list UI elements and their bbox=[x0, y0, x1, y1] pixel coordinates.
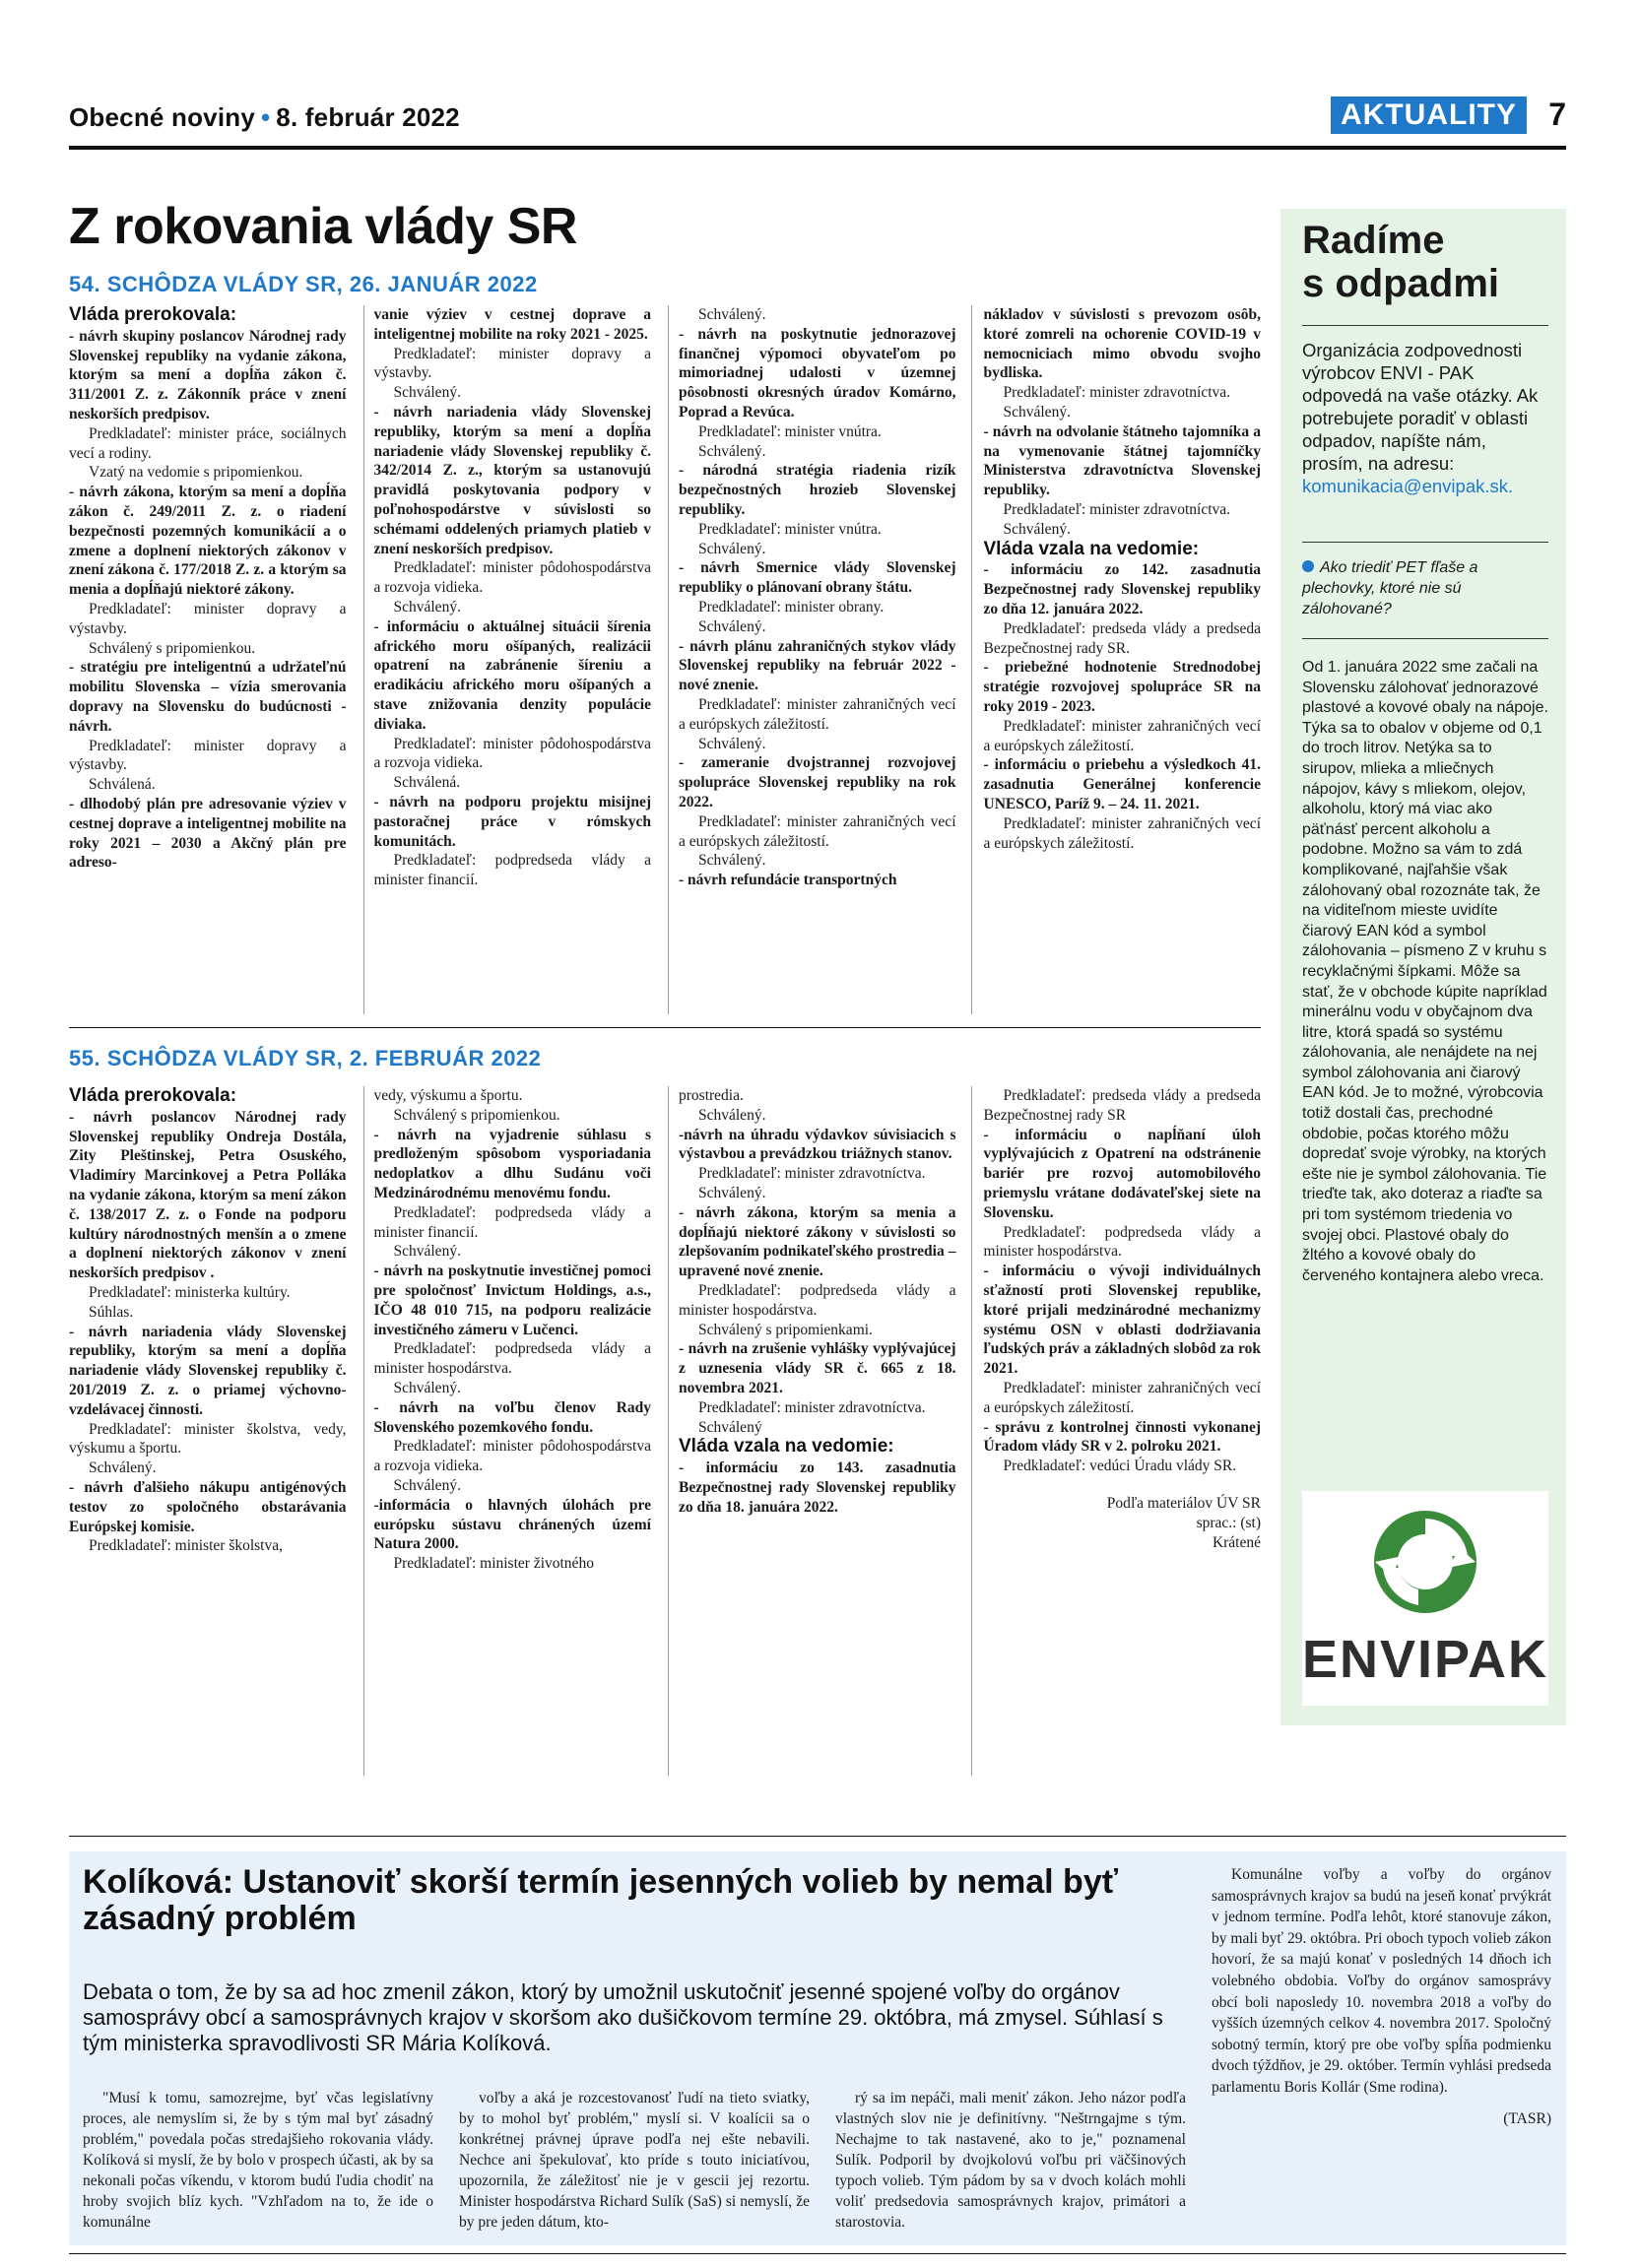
text-column bbox=[69, 1086, 347, 1574]
agenda-note: Schválený. bbox=[698, 617, 766, 635]
text-column bbox=[984, 305, 1262, 890]
text-column bbox=[374, 1086, 652, 1574]
agenda-note: Schválený. bbox=[698, 306, 766, 323]
agenda-note: Schválený s pripomienkami. bbox=[698, 1321, 873, 1338]
bullet-icon bbox=[1302, 560, 1314, 572]
agenda-note: Schválený. bbox=[393, 384, 461, 402]
sidebar-rule bbox=[1302, 542, 1548, 543]
bottom-column bbox=[83, 2088, 433, 2233]
agenda-item: - zameranie dvojstrannej rozvojovej spolupráce Slovenskej republiky na rok 2022. bbox=[679, 754, 956, 810]
issue-line bbox=[69, 102, 460, 133]
agenda-note: Predkladateľ: podpredseda vlády a minister hospodárstva. bbox=[373, 1340, 651, 1378]
agenda-note: Predkladateľ: minister školstva, vedy, výskumu a športu. bbox=[69, 1420, 347, 1458]
paragraph: Komunálne voľby a voľby do orgánov samosprávnych krajov sa budú na jeseň konať prvýkrát v jednom termíne. Podľa lehôt, ktoré stanovuje zákon, by mali byť 29. októbra. Pri oboch typoch volieb zákon hovorí, že sa majú konať v posledných 14 dňoch ich volebného obdobia. Voľby do orgánov samosprávy obcí boli naposledy 10. novembra 2018 a voľby do vyšších územných celkov 4. novembra 2017. Spoločný sobotný termín, ktorý pre obe voľby spĺňa podmienku dvoch týždňov, je 29. október. Termín vyhlási predseda parlamentu Boris Kollár (Sme rodina). bbox=[1212, 1866, 1551, 2096]
agenda-note: Predkladateľ: minister dopravy a výstavby. bbox=[373, 345, 651, 382]
agenda-note: Schválený. bbox=[698, 852, 766, 870]
meeting-54-title: 54. SCHÔDZA VLÁDY SR, 26. JANUÁR 2022 bbox=[69, 272, 538, 296]
agenda-note: Schválený. bbox=[393, 598, 461, 616]
sidebar-title-line1: Radíme bbox=[1302, 219, 1445, 262]
sidebar-rule bbox=[1302, 638, 1548, 639]
agenda-text: prostredia. bbox=[679, 1087, 744, 1104]
agenda-item: - návrh ďalšieho nákupu antigénových testov zo spoločného obstarávania Európskej komisie. bbox=[69, 1478, 347, 1535]
envipak-logo bbox=[1302, 1491, 1548, 1706]
bottom-column bbox=[459, 2088, 810, 2233]
page-header bbox=[69, 97, 1566, 150]
agenda-item: - návrh zákona, ktorým sa menia a dopĺňajú niektoré zákony v súvislosti so zlepšovaním podnikateľského prostredia – upravené nové znenie. bbox=[679, 1203, 956, 1280]
bottom-article-columns bbox=[83, 2088, 1186, 2233]
text-column bbox=[69, 305, 347, 890]
agenda-note: Vzatý na vedomie s pripomienkou. bbox=[89, 464, 303, 482]
agency-credit: (TASR) bbox=[1503, 2109, 1551, 2127]
agenda-note: Predkladateľ: minister zdravotníctva. bbox=[698, 1165, 926, 1183]
agenda-item: - dlhodobý plán pre adresovanie výziev v cestnej doprave a inteligentnej mobilite na roky 2021 – 2030 a Akčný plán pre adreso- bbox=[69, 795, 347, 872]
agenda-note: Predkladateľ: podpredseda vlády a minister hospodárstva. bbox=[983, 1223, 1261, 1261]
paragraph: "Musí k tomu, samozrejme, byť včas legislatívny proces, ale nemyslím si, že by s tým mal byť zásadný problém," povedala počas stredajšieho rokovania vlády. Kolíková si myslí, že by bolo v prospech účasti, ak by sa nekonali počas víkendu, v ktorom budú ľudia chodiť na hroby svojich blíz kych. "Vzhľadom na to, že ide o komunálne bbox=[83, 2090, 433, 2231]
subheading: Vláda vzala na vedomie: bbox=[983, 538, 1200, 559]
agenda-note: Predkladateľ: minister vnútra. bbox=[698, 422, 882, 440]
agenda-note: Predkladateľ: minister zahraničných vecí a európskych záležitostí. bbox=[983, 1379, 1261, 1416]
paragraph: voľby a aká je rozcestovanosť ľudí na tieto sviatky, by to mohol byť problém," myslí si. V koalícii sa o konkrétnej právnej úprave podľa nej ešte nebavili. Nechce ani špekulovať, kto príde s touto iniciatívou, upozornila, že záležitosť nie je v gescii jej rezortu. Minister hospodárstva Richard Sulík (SaS) si nemyslí, že by pre jeden dátum, kto- bbox=[459, 2090, 810, 2231]
agenda-note: Predkladateľ: minister pôdohospodárstva a rozvoja vidieka. bbox=[373, 559, 651, 597]
sidebar-intro bbox=[1302, 339, 1548, 497]
bottom-right-column bbox=[1212, 1864, 1551, 2129]
agenda-item: - informáciu o napĺňaní úloh vyplývajúcich z Opatrení na odstránenie bariér pre rozvoj automobilového priemyslu vrátane dodávateľskej siete na Slovensku. bbox=[983, 1126, 1261, 1221]
agenda-note: Predkladateľ: minister zdravotníctva. bbox=[1003, 384, 1231, 402]
advice-sidebar bbox=[1280, 209, 1566, 1725]
source-credit: Podľa materiálov ÚV SR bbox=[1106, 1494, 1261, 1512]
source-credit: Krátené bbox=[1212, 1533, 1261, 1551]
agenda-item: - informáciu o aktuálnej situácii šírenia afrického moru ošípaných, realizácii opatrení na zabránenie šíreniu a eradikáciu afrického moru ošípaných a stave znižovania denzity populácie diviaka. bbox=[373, 617, 651, 733]
agenda-item: - návrh na vyjadrenie súhlasu s predloženým spôsobom vysporiadania nedoplatkov a dlhu Sudánu voči Medzinárodnému menovému fondu. bbox=[373, 1126, 651, 1201]
agenda-note: Schválená. bbox=[89, 776, 156, 794]
column-rule bbox=[668, 305, 669, 1014]
meeting-divider bbox=[69, 1027, 1261, 1028]
agenda-item: vanie výziev v cestnej doprave a inteligentnej mobilite na roky 2021 - 2025. bbox=[373, 306, 651, 343]
sidebar-answer: Od 1. januára 2022 sme začali na Slovensku zálohovať jednorazové plastové a kovové obaly na nápoje. Týka sa to obalov v objeme od 0,1 do troch litrov. Netýka sa to sirupov, mlieka a mliečnych nápojov, kávy s mliekom, olejov, alkoholu, ktorý má viac ako päťnásť percent alkoholu a podobne. Možno sa vám to zdá komplikované, najľahšie však zálohovaný obal rozoznáte tak, že na viditeľnom mieste uvidíte čiarový EAN kód a symbol zálohovania – písmeno Z v kruhu s recyklačnými šípkami. Môže sa stať, že v obchode kúpite napríklad minerálnu vodu v obyčajnom dva litre, ktorá spadá so systému zálohovania, ale nenájdete na nej symbol zálohovania ani čiarový EAN kód. Je to možné, výrobcovia totiž dostali čas, prechodné obdobie, počas ktorého môžu dopredať svoje výrobky, na ktorých ešte nie je symbol zálohovania. Tie trieďte tak, ako doteraz a riaďte sa pri tom systémom triedenia vo svojej obci. Plastové obaly do žltého a kovové obaly do červeného kontajnera alebo vreca. bbox=[1302, 659, 1548, 1284]
agenda-item: - návrh Smernice vlády Slovenskej republiky o plánovaní obrany štátu. bbox=[679, 559, 956, 597]
newspaper-name: Obecné noviny bbox=[69, 102, 255, 132]
agenda-item: - informáciu o vývoji individuálnych sťažností proti Slovenskej republike, ktoré prijali medzinárodné mechanizmy systému OSN v oblasti dodržiavania ľudských práv a základných slobôd za rok 2021. bbox=[983, 1263, 1261, 1378]
bottom-article-lead: Debata o tom, že by sa ad hoc zmenil zákon, ktorý by umožnil uskutočniť jesenné spojené voľby do orgánov samosprávy obcí a samosprávnych krajov v skoršom ako dušičkovom termíne 29. októbra, má zmysel. Súhlasí s tým ministerka spravodlivosti SR Mária Kolíková. bbox=[83, 1979, 1163, 2055]
agenda-note: Predkladateľ: minister zdravotníctva. bbox=[698, 1398, 926, 1416]
agenda-note: Predkladateľ: podpredseda vlády a minister hospodárstva. bbox=[679, 1281, 956, 1319]
sidebar-email-link[interactable]: komunikacia@envipak.sk. bbox=[1302, 476, 1514, 496]
agenda-note: Schválený. bbox=[393, 1476, 461, 1494]
agenda-item: - návrh zákona, ktorým sa mení a dopĺňa zákon č. 249/2011 Z. z. o riadení bezpečnosti pozemných komunikácií a o zmene a doplnení niektorých zákonov v znení zákona č. 177/2018 Z. z. a ktorým sa menia a dopĺňajú niektoré zákony. bbox=[69, 484, 347, 599]
question-text: Ako triediť PET fľaše a plechovky, ktoré nie sú zálohované? bbox=[1302, 559, 1478, 617]
agenda-item: -informácia o hlavných úlohách pre európsku sústavu chránených území Natura 2000. bbox=[373, 1496, 651, 1553]
agenda-item: -návrh na úhradu výdavkov súvisiacich s výstavbou a prevádzkou triážnych stanov. bbox=[679, 1126, 956, 1163]
agenda-item: - návrh refundácie transportných bbox=[679, 872, 897, 889]
paragraph: rý sa im nepáči, mali meniť zákon. Jeho názor podľa vlastných slov nie je definitívny. "Neštrngajme s tým. Nechajme to tak nastavené, ako to je," poznamenal Sulík. Podporil by dvojkolovú voľbu pri väčšinových typoch volieb. Tým pádom by sa v dvoch kolách mohli voliť predsedovia samosprávnych krajov, primátori a starostovia. bbox=[835, 2090, 1186, 2231]
agenda-note: Predkladateľ: predseda vlády a predseda Bezpečnostnej rady SR bbox=[983, 1087, 1261, 1124]
agenda-item: - návrh na voľbu členov Rady Slovenského pozemkového fondu. bbox=[373, 1398, 651, 1436]
column-rule bbox=[363, 305, 364, 1014]
agenda-note: Schválený. bbox=[1003, 403, 1071, 421]
bottom-article-title: Kolíková: Ustanoviť skorší termín jesenných volieb by nemal byť zásadný problém bbox=[83, 1863, 1119, 1937]
agenda-item: - informáciu o priebehu a výsledkoch 41. zasadnutia Generálnej konferencie UNESCO, Paríž 9. – 24. 11. 2021. bbox=[983, 756, 1261, 812]
agenda-note: Schválený. bbox=[393, 1243, 461, 1261]
agenda-note: Predkladateľ: minister životného bbox=[393, 1555, 594, 1573]
meeting-55-title: 55. SCHÔDZA VLÁDY SR, 2. FEBRUÁR 2022 bbox=[69, 1046, 542, 1070]
sidebar-title bbox=[1302, 219, 1499, 305]
header-rule bbox=[69, 146, 1566, 150]
agenda-note: Schválený s pripomienkou. bbox=[89, 639, 256, 657]
sidebar-intro-text: Organizácia zodpovednosti výrobcov ENVI - PAK odpovedá na vaše otázky. Ak potrebujete poradiť v oblasti odpadov, napíšte nám, prosím, na adresu: bbox=[1302, 340, 1539, 474]
meeting-54-columns bbox=[69, 305, 1261, 890]
agenda-text: vedy, výskumu a športu. bbox=[373, 1087, 523, 1104]
agenda-note: Schválený. bbox=[698, 735, 766, 752]
agenda-item: - stratégiu pre inteligentnú a udržateľnú mobilitu Slovenska – vízia smerovania dopravy na Slovensku do budúcnosti - návrh. bbox=[69, 659, 347, 735]
agenda-note: Schválený. bbox=[393, 1379, 461, 1396]
agenda-item: - návrh skupiny poslancov Národnej rady Slovenskej republiky na vydanie zákona, ktorým sa mení a dopĺňa zákon č. 311/2001 Z. z. Zákonník práce v znení neskorších predpisov. bbox=[69, 327, 347, 422]
text-column bbox=[984, 1086, 1262, 1574]
agenda-note: Predkladateľ: minister vnútra. bbox=[698, 520, 882, 538]
agenda-note: Predkladateľ: predseda vlády a predseda Bezpečnostnej rady SR. bbox=[983, 619, 1261, 657]
agenda-note: Schválený bbox=[698, 1418, 762, 1436]
agenda-note: Súhlas. bbox=[89, 1303, 134, 1321]
text-column bbox=[679, 1086, 956, 1574]
sidebar-title-line2: s odpadmi bbox=[1302, 262, 1500, 305]
agenda-note: Schválený. bbox=[698, 1184, 766, 1201]
bottom-top-rule bbox=[69, 1836, 1566, 1837]
column-rule bbox=[971, 305, 972, 1014]
column-rule bbox=[363, 1086, 364, 1776]
agenda-item: - návrh plánu zahraničných stykov vlády Slovenskej republiky na február 2022 - nové znenie. bbox=[679, 637, 956, 694]
agenda-note: Predkladateľ: minister práce, sociálnych vecí a rodiny. bbox=[69, 424, 347, 462]
agenda-note: Predkladateľ: minister dopravy a výstavby. bbox=[69, 737, 347, 774]
agenda-item: - návrh na poskytnutie investičnej pomoci pre spoločnosť Invictum Holdings, a.s., IČO 48 010 715, na podporu realizácie investičného zámeru v Lučenci. bbox=[373, 1263, 651, 1338]
agenda-note: Predkladateľ: minister školstva, bbox=[89, 1537, 283, 1555]
agenda-note: Predkladateľ: podpredseda vlády a minister financií. bbox=[373, 1203, 651, 1241]
agenda-note: Predkladateľ: minister zahraničných vecí a európskych záležitostí. bbox=[679, 695, 956, 733]
agenda-item: - návrh na podporu projektu misijnej pastoračnej práce v rómskych komunitách. bbox=[373, 793, 651, 850]
agenda-note: Predkladateľ: minister zdravotníctva. bbox=[1003, 500, 1231, 518]
bottom-rule bbox=[69, 2253, 1566, 2254]
page-number: 7 bbox=[1548, 97, 1566, 132]
issue-date: 8. február 2022 bbox=[276, 102, 460, 132]
subheading: Vláda vzala na vedomie: bbox=[679, 1436, 894, 1458]
text-column bbox=[374, 305, 652, 890]
meeting-55-columns bbox=[69, 1086, 1261, 1574]
separator-dot: • bbox=[260, 102, 271, 132]
agenda-item: - správu z kontrolnej činnosti vykonanej Úradom vlády SR v 2. polroku 2021. bbox=[983, 1418, 1261, 1456]
agenda-note: Predkladateľ: minister dopravy a výstavby. bbox=[69, 600, 347, 637]
agenda-note: Predkladateľ: minister obrany. bbox=[698, 598, 885, 616]
logo-wordmark: ENVIPAK bbox=[1302, 1630, 1549, 1689]
agenda-note: Predkladateľ: podpredseda vlády a minister financií. bbox=[373, 852, 651, 889]
agenda-note: Schválený s pripomienkou. bbox=[393, 1106, 560, 1124]
sidebar-question bbox=[1302, 557, 1548, 619]
agenda-item: - návrh na zrušenie vyhlášky vyplývajúcej z uznesenia vlády SR č. 665 z 18. novembra 2021. bbox=[679, 1340, 956, 1396]
column-rule bbox=[971, 1086, 972, 1776]
agenda-note: Predkladateľ: ministerka kultúry. bbox=[89, 1283, 291, 1301]
agenda-note: Predkladateľ: minister pôdohospodárstva a rozvoja vidieka. bbox=[373, 735, 651, 772]
bottom-column bbox=[835, 2088, 1186, 2233]
agenda-note: Schválený. bbox=[89, 1459, 157, 1477]
agenda-note: Schválený. bbox=[698, 1106, 766, 1124]
agenda-note: Schválená. bbox=[393, 774, 461, 792]
agenda-item: nákladov v súvislosti s prevozom osôb, ktoré zomreli na ochorenie COVID-19 v nemocniciach mimo obvodu svojho bydliska. bbox=[983, 306, 1261, 382]
subheading: Vláda prerokovala: bbox=[69, 1085, 237, 1106]
agenda-item: - informáciu zo 142. zasadnutia Bezpečnostnej rady Slovenskej republiky zo dňa 12. januára 2022. bbox=[983, 561, 1261, 617]
agenda-item: - priebežné hodnotenie Strednodobej stratégie rozvojovej spolupráce SR na roky 2019 - 2023. bbox=[983, 659, 1261, 715]
text-column bbox=[679, 305, 956, 890]
source-credit: sprac.: (st) bbox=[1196, 1514, 1261, 1531]
agenda-note: Predkladateľ: vedúci Úradu vlády SR. bbox=[1003, 1458, 1237, 1475]
agenda-note: Predkladateľ: minister zahraničných vecí a európskych záležitostí. bbox=[983, 814, 1261, 852]
agenda-item: - návrh nariadenia vlády Slovenskej republiky, ktorým sa mení a dopĺňa nariadenie vlády Slovenskej republiky č. 342/2014 Z. z., ktorým sa ustanovujú pravidlá poskytovania podpory v poľnohospodárstve v súvislosti so schémami oddelených priamych platieb v znení neskorších predpisov. bbox=[373, 403, 651, 557]
agenda-note: Predkladateľ: minister zahraničných vecí a európskych záležitostí. bbox=[679, 812, 956, 850]
column-rule bbox=[668, 1086, 669, 1776]
agenda-item: - návrh nariadenia vlády Slovenskej republiky, ktorým sa mení a dopĺňa nariadenie vlády Slovenskej republiky č. 201/2019 Z. z. o priamej výchovno-vzdelávacej činnosti. bbox=[69, 1323, 347, 1418]
agenda-item: - návrh na odvolanie štátneho tajomníka a na vymenovanie štátnej tajomníčky Ministerstva zdravotníctva Slovenskej republiky. bbox=[983, 422, 1261, 499]
agenda-item: - informáciu zo 143. zasadnutia Bezpečnostnej rady Slovenskej republiky zo dňa 18. januára 2022. bbox=[679, 1459, 956, 1516]
agenda-note: Schválený. bbox=[698, 442, 766, 460]
agenda-note: Schválený. bbox=[1003, 520, 1071, 538]
article-headline: Z rokovania vlády SR bbox=[69, 198, 577, 255]
sidebar-rule bbox=[1302, 325, 1548, 326]
agenda-item: - národná stratégia riadenia rizík bezpečnostných hrozieb Slovenskej republiky. bbox=[679, 462, 956, 518]
section-label: AKTUALITY bbox=[1331, 97, 1527, 134]
agenda-note: Predkladateľ: minister pôdohospodárstva a rozvoja vidieka. bbox=[373, 1438, 651, 1475]
agenda-note: Schválený. bbox=[698, 540, 766, 557]
agenda-item: - návrh poslancov Národnej rady Slovenskej republiky Ondreja Dostála, Zity Pleštinskej, Petra Osuského, Vladimíry Marcinkovej a Petra Polláka na vydanie zákona, ktorým sa mení zákon č. 138/2017 Z. z. o Fonde na podporu kultúry národnostných menšín a o zmene a doplnení niektorých zákonov v znení neskorších predpisov . bbox=[69, 1108, 347, 1282]
subheading: Vláda prerokovala: bbox=[69, 304, 237, 325]
agenda-item: - návrh na poskytnutie jednorazovej finančnej výpomoci obyvateľom po mimoriadnej udalosti v územnej pôsobnosti okresných úradov Komárno, Poprad a Revúca. bbox=[679, 325, 956, 421]
agenda-note: Predkladateľ: minister zahraničných vecí a európskych záležitostí. bbox=[983, 717, 1261, 754]
